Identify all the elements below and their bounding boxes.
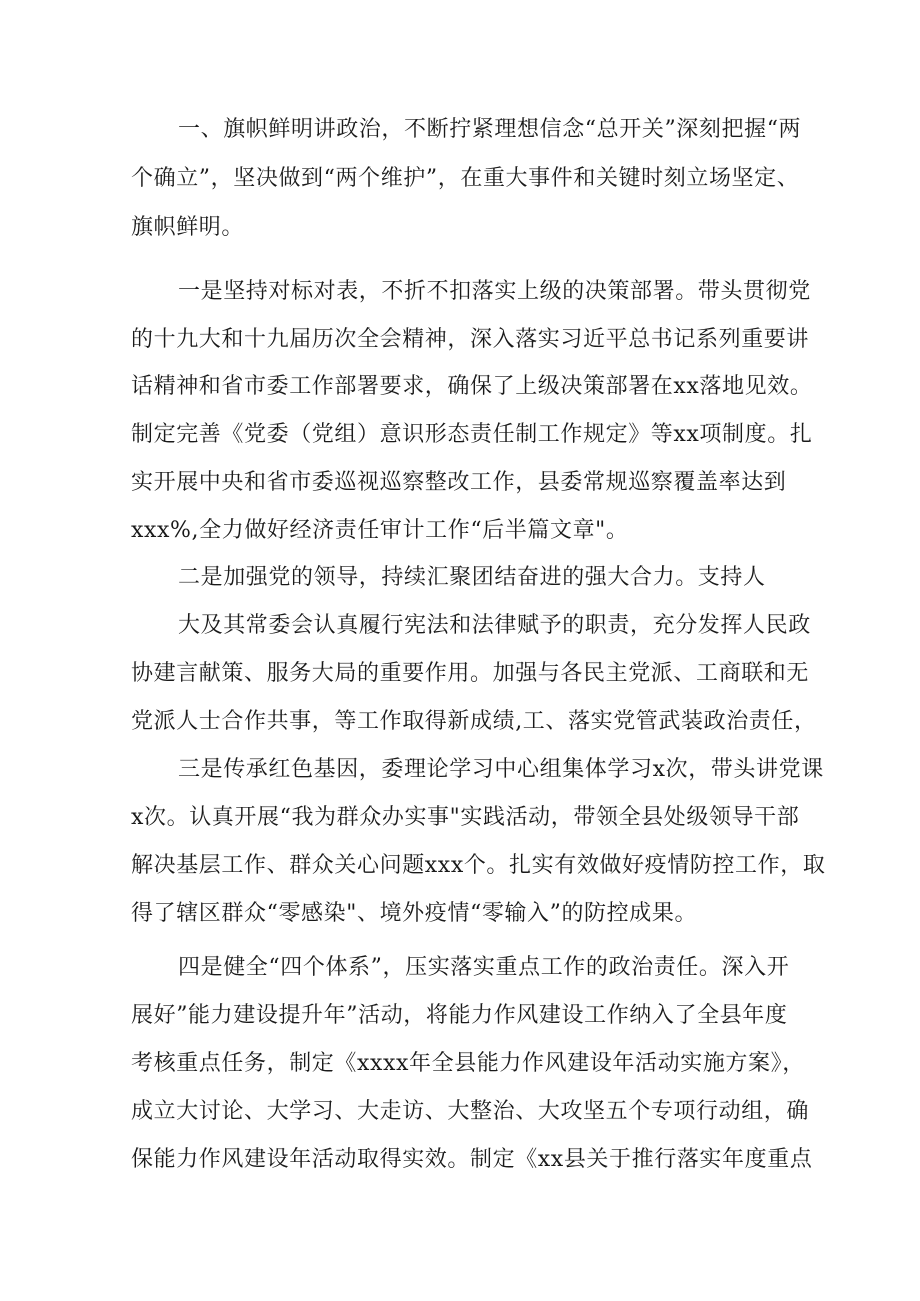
paragraph-5-line-4: 成立大讨论、大学习、大走访、大整治、大攻坚五个专项行动组，确 bbox=[131, 1099, 810, 1124]
paragraph-1-line-3: 旗帜鲜明。 bbox=[131, 215, 245, 240]
paragraph-1-line-1: 一、旗帜鲜明讲政治，不断拧紧理想信念“总开关”深刻把握“两 bbox=[178, 117, 802, 142]
paragraph-1-line-2: 个确立”，坚决做到“两个维护”，在重大事件和关键时刻立场坚定、 bbox=[131, 166, 800, 191]
paragraph-2-line-4: 制定完善《党委（党组）意识形态责任制工作规定》等xx项制度。扎 bbox=[131, 422, 813, 447]
paragraph-4-line-1: 三是传承红色基因，委理论学习中心组集体学习x次，带头讲党课 bbox=[178, 757, 824, 782]
paragraph-2-line-2: 的十九大和十九届历次全会精神，深入落实习近平总书记系列重要讲 bbox=[131, 327, 810, 352]
paragraph-2-line-1: 一是坚持对标对表，不折不扣落实上级的决策部署。带头贯彻党 bbox=[178, 279, 811, 304]
paragraph-2-line-6: xxx%,全力做好经济责任审计工作“后半篇文章"。 bbox=[131, 518, 629, 543]
paragraph-5-line-2: 展好”能力建设提升年”活动，将能力作风建设工作纳入了全县年度 bbox=[131, 1003, 788, 1028]
paragraph-4-line-2: x次。认真开展“我为群众办实事"实践活动，带领全县处级领导干部 bbox=[131, 805, 800, 830]
paragraph-3-line-1: 二是加强党的领导，持续汇聚团结奋进的强大合力。支持人 bbox=[178, 565, 766, 590]
paragraph-3-line-3: 协建言献策、服务大局的重要作用。加强与各民主党派、工商联和无 bbox=[131, 661, 810, 686]
paragraph-3-line-4: 党派人士合作共事，等工作取得新成绩,工、落实党管武装政治责任， bbox=[131, 709, 817, 734]
paragraph-5-line-5: 保能力作风建设年活动取得实效。制定《xx县关于推行落实年度重点 bbox=[131, 1147, 813, 1172]
paragraph-4-line-3: 解决基层工作、群众关心问题xxx个。扎实有效做好疫情防控工作，取 bbox=[131, 853, 826, 878]
paragraph-5-line-1: 四是健全“四个体系”，压实落实重点工作的政治责任。深入开 bbox=[178, 955, 790, 980]
paragraph-3-line-2: 大及其常委会认真履行宪法和法律赋予的职责，充分发挥人民政 bbox=[178, 613, 811, 638]
paragraph-2-line-5: 实开展中央和省市委巡视巡察整改工作，县委常规巡察覆盖率达到 bbox=[131, 470, 787, 495]
paragraph-5-line-3: 考核重点任务，制定《xxxx年全县能力作风建设年活动实施方案》， bbox=[131, 1051, 805, 1076]
paragraph-4-line-4: 得了辖区群众“零感染"、境外疫情“零输入”的防控成果。 bbox=[131, 901, 698, 926]
paragraph-2-line-3: 话精神和省市委工作部署要求，确保了上级决策部署在xx落地见效。 bbox=[131, 374, 813, 399]
